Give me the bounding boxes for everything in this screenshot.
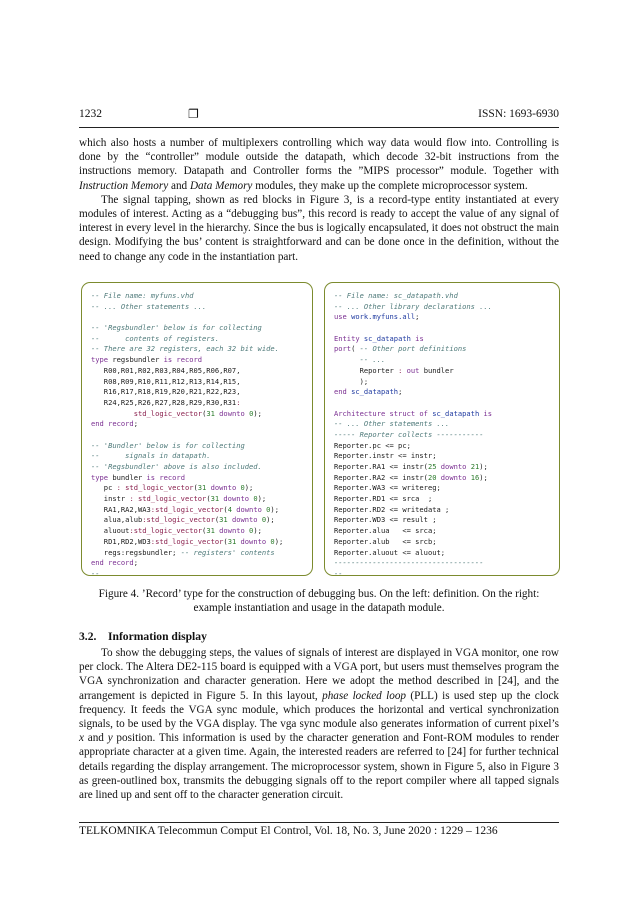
code-comment: -- 'Bundler' below is for collecting [91, 440, 245, 450]
code-text: Reporter.aluout <= aluout; [334, 547, 446, 557]
code-line [91, 377, 303, 388]
code-line [334, 302, 550, 313]
code-text: ); [266, 515, 275, 525]
code-keyword: downto [436, 472, 471, 482]
code-text: Reporter.RA1 <= instr( [334, 462, 428, 471]
code-text: Reporter.instr <= instr; [334, 451, 437, 461]
code-keyword: end record [91, 419, 134, 429]
footer-rule [79, 822, 559, 823]
code-type: : std_logic_vector [129, 494, 207, 504]
code-keyword: use [334, 312, 347, 322]
section-paragraph [79, 646, 559, 802]
code-text: Reporter.WA3 <= writereg; [334, 483, 441, 493]
code-text: ( [223, 536, 228, 546]
code-number: 0 [240, 483, 245, 493]
code-comment: ----------------------------------- [334, 558, 484, 568]
section-paragraph-text [79, 646, 559, 802]
code-line [91, 355, 303, 366]
code-text [334, 355, 360, 364]
code-text: ); [253, 526, 262, 536]
code-keyword: downto [214, 526, 250, 536]
code-comment: -- File name: myfuns.vhd [91, 291, 194, 300]
code-identifier: work.myfuns.all [351, 312, 416, 322]
code-text: ); [334, 376, 369, 386]
code-text: regsbundler [108, 355, 164, 365]
code-text: ( [223, 504, 228, 514]
code-line [334, 451, 550, 462]
code-number: 25 [427, 462, 437, 471]
code-line [91, 409, 303, 420]
code-line [91, 312, 303, 323]
text-run: modules, they make up the complete microprocessor system. [252, 179, 528, 192]
code-line [334, 526, 550, 537]
figure-caption: Figure 4. ’Record’ type for the construction of debugging bus. On the left: definition. On the right: example instantiation and usage in the datapath module. [98, 588, 540, 615]
code-keyword: type [91, 355, 109, 365]
code-line [334, 483, 550, 494]
code-line [334, 291, 550, 302]
code-text: ; [133, 419, 138, 429]
code-line [91, 451, 303, 462]
code-text: RA1,RA2,WA3 [91, 504, 151, 514]
code-text: Reporter [334, 365, 399, 375]
code-line [334, 473, 550, 484]
code-comment: -- signals in datapath. [91, 451, 211, 461]
code-number: 4 [227, 504, 232, 514]
code-number: 0 [249, 408, 254, 418]
code-number: 0 [270, 536, 275, 546]
code-text: ( [202, 526, 207, 536]
code-line [91, 558, 303, 569]
code-line [91, 387, 303, 398]
code-keyword: end [334, 387, 347, 397]
code-comment: ----- Reporter collects ----------- [334, 429, 484, 439]
code-keyword: is [415, 333, 424, 343]
code-line [91, 419, 303, 430]
code-text: R16,R17,R18,R19,R20,R21,R22,R23, [91, 387, 241, 397]
code-line [334, 548, 550, 559]
code-line [334, 462, 550, 473]
code-line [91, 398, 303, 409]
page-footer: TELKOMNIKA Telecommun Comput El Control, Vol. 18, No. 3, June 2020 : 1229 – 1236 [79, 825, 498, 837]
code-line [334, 366, 550, 377]
code-number: 0 [249, 526, 254, 536]
code-keyword: downto [227, 515, 262, 525]
text-run: To show the debugging steps, the values of signals of interest are displayed in VGA monitor, one row per clock. The Altera DE2-115 board is equipped with a VGA port, but users must themselves program the VGA synchronization and character generation. Here we adopt the method described in [24], and the arrangement is depicted in Figure 5. In this layout, [79, 647, 559, 702]
code-text: bundler [108, 472, 147, 482]
code-type: :std_logic_vector [150, 536, 224, 546]
code-line [334, 377, 550, 388]
code-text: Reporter.alua <= srca; [334, 526, 437, 536]
code-text: ); [479, 472, 488, 482]
code-line [334, 398, 550, 409]
code-text: ); [274, 536, 284, 546]
code-text: Reporter.pc <= pc; [334, 440, 411, 450]
code-type: : [398, 365, 407, 375]
code-line [91, 302, 303, 313]
code-text [91, 409, 134, 418]
code-comment: -- 'Regsbundler' below is for collecting [91, 323, 262, 333]
emphasis-text: x [79, 732, 84, 745]
section-heading: 3.2. Information display [79, 630, 207, 643]
text-run: which also hosts a number of multiplexers controlling which way data would flow into. Controlling is done by the “controller” module outside the datapath, which decode 32-bit instructions from the instructions memory. Datapath and Controller forms the ”MIPS processor” module. Together with [79, 137, 559, 178]
code-text: Reporter.WD3 <= result ; [334, 515, 437, 525]
code-line [91, 462, 303, 473]
code-text: R08,R09,R10,R11,R12,R13,R14,R15, [91, 376, 241, 386]
code-text: RD1,RD2,WD3 [91, 536, 151, 546]
code-line [334, 537, 550, 548]
code-number: 21 [470, 462, 480, 471]
code-comment: -- ... Other library declarations ... [334, 301, 493, 311]
page-number: 1232 [79, 108, 102, 120]
square-mark-icon: ❐ [188, 107, 199, 121]
code-line [334, 387, 550, 398]
code-keyword: downto [236, 536, 271, 546]
code-text: instr [91, 494, 130, 504]
code-comment: -- There are 32 registers, each 32 bit wide. [91, 344, 279, 354]
code-text: ); [257, 494, 267, 504]
code-type: :std_logic_vector [129, 526, 203, 536]
code-line [91, 334, 303, 345]
code-text: ; [398, 387, 403, 397]
code-keyword: downto [214, 408, 250, 418]
code-text: ( [206, 494, 211, 504]
code-comment: -- ... Other statements ... [91, 301, 207, 311]
code-type: std_logic_vector [133, 408, 203, 418]
code-text: ( [202, 408, 207, 418]
code-text: ( [351, 344, 360, 354]
code-text: Reporter.RA2 <= instr( [334, 472, 428, 482]
text-run: position. This information is used by the character generation and Font-ROM modules to render appropriate character at a given time. Again, the interested readers are referred to [24] for further technical details regarding the display arrangement. The microprocessor system, shown in Figure 5, also in Figure 3 as green-outlined box, transmits the debugging signals off to the report compiler where all tapped signals are lined up and sent off to the character generation circuit. [79, 732, 559, 802]
code-line [334, 355, 550, 366]
code-text: ; [133, 558, 138, 568]
code-text: ); [270, 504, 279, 514]
code-line [91, 515, 303, 526]
code-type: : std_logic_vector [116, 483, 194, 493]
code-line [91, 548, 303, 559]
code-text: ); [479, 462, 488, 471]
code-keyword: downto [231, 504, 267, 514]
code-number: 31 [206, 408, 215, 418]
code-line [334, 558, 550, 569]
code-line [91, 569, 303, 576]
code-text: alua,alub [91, 515, 143, 525]
code-keyword: is [483, 408, 493, 418]
code-number: 16 [470, 472, 480, 482]
code-comment: -- ... [359, 355, 386, 365]
code-line [91, 291, 303, 302]
code-line [91, 441, 303, 452]
code-listing-right [324, 282, 560, 576]
code-number: 31 [210, 494, 220, 504]
header-rule [79, 127, 559, 128]
code-line [91, 323, 303, 334]
text-run: The signal tapping, shown as red blocks in Figure 3, is a record-type entity instantiated at every modules of interest. Acting as a “debugging bus”, this record is ready to accept the value of any signal of interest in every level in the hierarchy. Since the bus is logically encapsulated, it does not obstruct the main design. Modifying the bus’ content is straightforward and can be done once in the definition, without the need to change any code in the instantiation part. [79, 193, 559, 263]
code-line [334, 312, 550, 323]
code-line [334, 441, 550, 452]
emphasis-text: phase locked loop [322, 689, 407, 702]
code-keyword: out [406, 365, 420, 375]
code-line [91, 494, 303, 505]
code-type: : [236, 397, 241, 407]
code-text: Reporter.RD1 <= srca ; [334, 494, 433, 504]
code-type: :std_logic_vector [142, 515, 215, 525]
issn-label: ISSN: 1693-6930 [478, 108, 559, 120]
code-line [334, 409, 550, 420]
code-line [334, 569, 550, 576]
intro-paragraph [79, 193, 559, 264]
code-keyword: is record [163, 355, 203, 365]
code-comment: -- Other port definitions [359, 344, 467, 354]
code-comment: -- ... [334, 568, 360, 576]
emphasis-text: Instruction Memory [79, 179, 169, 192]
code-line [334, 430, 550, 441]
code-text: aluout [91, 526, 130, 536]
code-line [334, 494, 550, 505]
code-number: 0 [253, 494, 258, 504]
page-header [79, 108, 559, 124]
code-text: Reporter.RD2 <= writedata ; [334, 504, 450, 514]
code-comment: -- 'Regsbundler' above is also included. [91, 462, 262, 471]
text-run: and [83, 732, 108, 745]
code-number: 31 [197, 483, 207, 493]
code-keyword: is record [146, 472, 185, 482]
text-run: (PLL) is used step up the clock frequency. It feeds the VGA sync module, which produces the horizontal and vertical synchronization signals, to be used by the VGA display. The vga sync module also generates information of current pixel’s [79, 689, 560, 731]
text-run: and [168, 179, 190, 192]
code-keyword: port [334, 344, 352, 354]
code-comment: -- registers' contents [180, 547, 275, 557]
code-text: Reporter.alub <= srcb; [334, 536, 437, 546]
code-comment: -- ... Other statements ... [334, 419, 450, 429]
code-number: 20 [427, 472, 437, 482]
code-text: ); [244, 483, 254, 493]
code-text: ; [415, 312, 420, 322]
code-line [334, 323, 550, 334]
code-line [91, 526, 303, 537]
emphasis-text: y [107, 732, 113, 745]
code-text: R24,R25,R26,R27,R28,R29,R30,R31 [91, 397, 237, 407]
code-line [91, 505, 303, 516]
code-line [334, 344, 550, 355]
code-keyword: type [91, 472, 109, 482]
intro-paragraph [79, 136, 559, 193]
code-text: regs:regsbundler; [91, 547, 181, 557]
code-line [334, 515, 550, 526]
code-comment: -- File name: sc_datapath.vhd [334, 291, 458, 300]
code-keyword: downto [436, 462, 471, 471]
code-line [91, 430, 303, 441]
code-identifier: sc_datapath [432, 408, 480, 418]
code-line [91, 483, 303, 494]
code-text: R00,R01,R02,R03,R04,R05,R06,R07, [91, 365, 241, 375]
code-line [334, 419, 550, 430]
code-identifier: sc_datapath [351, 387, 399, 397]
code-text: ( [193, 483, 198, 493]
code-line [91, 366, 303, 377]
code-keyword: downto [206, 483, 241, 493]
code-keyword: downto [219, 494, 254, 504]
code-keyword: Architecture struct of [334, 408, 428, 418]
code-keyword: Entity [334, 333, 360, 343]
code-line [334, 334, 550, 345]
code-text: ( [214, 515, 220, 525]
code-number: 0 [266, 504, 271, 514]
emphasis-text: Data Memory [189, 179, 253, 192]
code-comment: -- contents of registers. [91, 333, 220, 343]
code-listing-left [81, 282, 313, 576]
code-text: pc [91, 483, 117, 493]
code-type: :std_logic_vector [150, 504, 224, 514]
code-number: 31 [206, 526, 215, 536]
code-text: bundler [419, 365, 454, 375]
intro-text [79, 136, 559, 264]
code-number: 31 [227, 536, 237, 546]
code-number: 31 [219, 515, 228, 525]
code-line [91, 344, 303, 355]
code-number: 0 [261, 515, 267, 525]
code-line [91, 537, 303, 548]
code-line [91, 473, 303, 484]
code-comment: -- ... [91, 568, 117, 576]
code-keyword: end record [91, 558, 134, 568]
code-identifier: sc_datapath [363, 333, 411, 343]
code-text: ); [253, 408, 262, 418]
code-line [334, 505, 550, 516]
